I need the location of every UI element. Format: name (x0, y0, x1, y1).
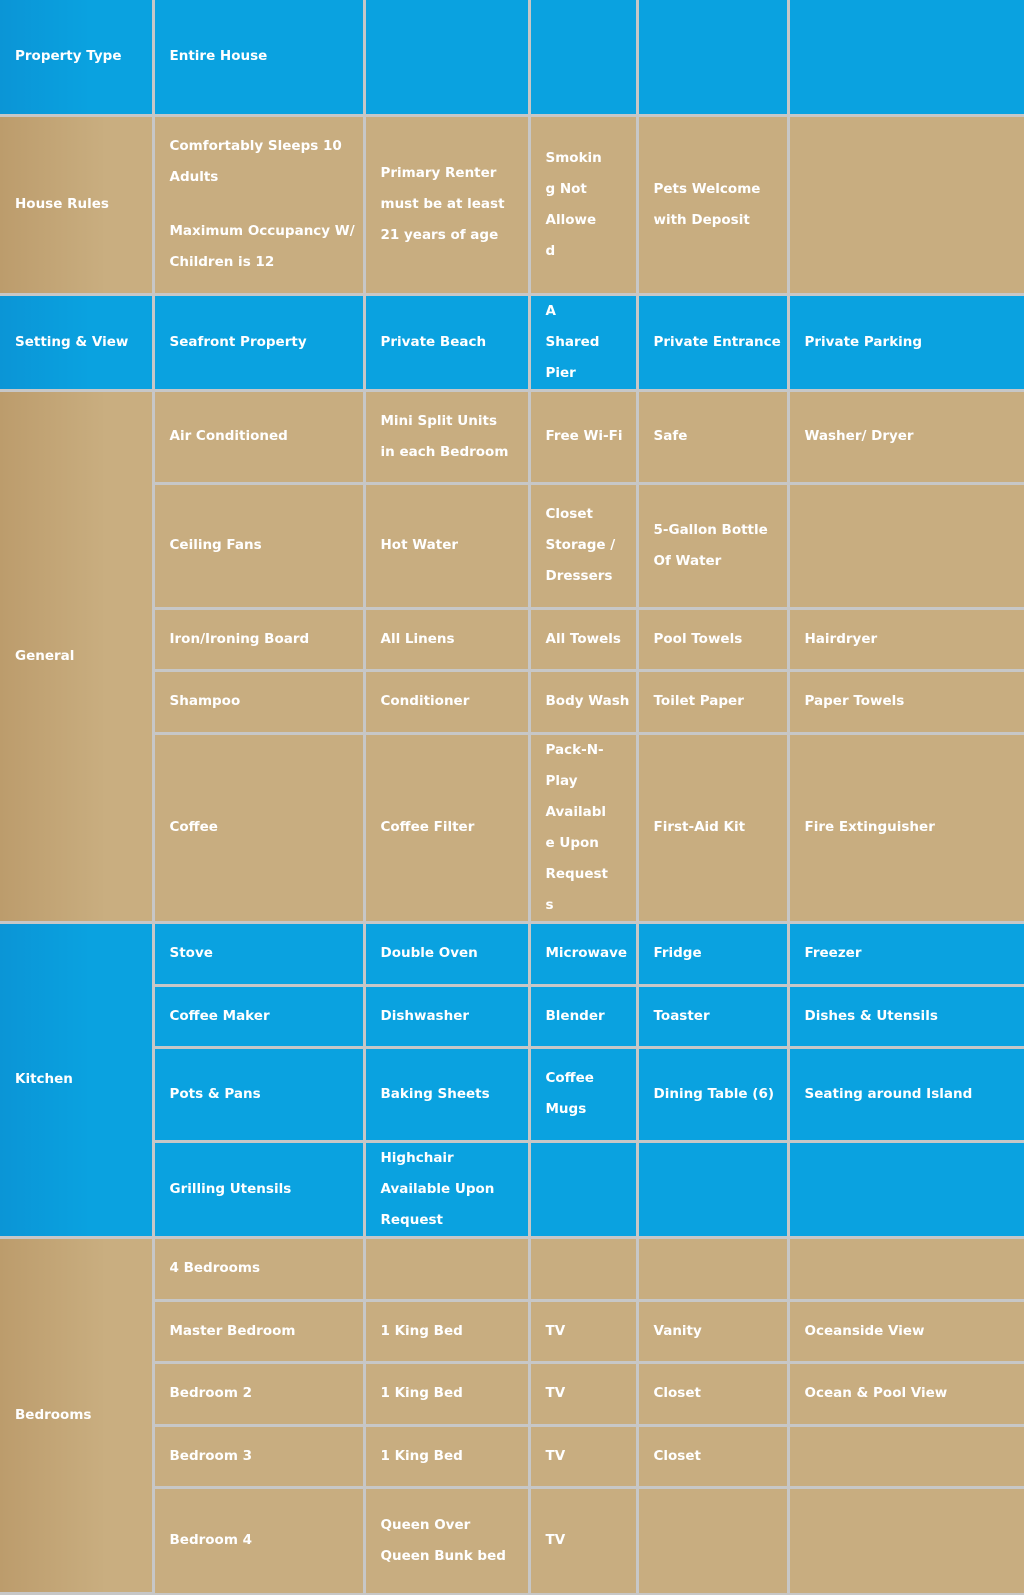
table-cell: Master Bedroom (153, 1300, 364, 1362)
table-cell: Private Entrance (637, 294, 788, 390)
table-cell: Oceanside View (788, 1300, 1024, 1362)
category-label: Setting & View (0, 294, 153, 390)
table-cell: Entire House (153, 0, 364, 115)
table-cell: Dishwasher (364, 985, 529, 1047)
table-cell: First-Aid Kit (637, 733, 788, 922)
table-cell (364, 1237, 529, 1300)
kitchen-row (0, 1047, 1024, 1141)
setting-view-row (0, 294, 1024, 390)
table-cell: All Linens (364, 608, 529, 670)
table-cell: 5-Gallon Bottle Of Water (637, 483, 788, 608)
category-label: Property Type (0, 0, 153, 115)
table-cell: Stove (153, 922, 364, 985)
table-cell (529, 0, 637, 115)
table-cell: TV (529, 1362, 637, 1425)
table-cell: Queen Over Queen Bunk bed (364, 1487, 529, 1593)
table-cell: Coffee Mugs (529, 1047, 637, 1141)
kitchen-row (0, 922, 1024, 985)
table-cell: TV (529, 1487, 637, 1593)
table-cell: Shampoo (153, 670, 364, 733)
general-row (0, 483, 1024, 608)
table-cell (529, 1237, 637, 1300)
bedrooms-row (0, 1362, 1024, 1425)
table-cell: 1 King Bed (364, 1300, 529, 1362)
table-cell: Conditioner (364, 670, 529, 733)
table-cell (788, 1237, 1024, 1300)
table-cell: Closet (637, 1425, 788, 1487)
occupancy-text: Children is 12 (169, 254, 275, 270)
table-cell: A Shared Pier (529, 294, 637, 390)
table-cell: Primary Renter must be at least 21 years of age (364, 115, 529, 294)
table-cell (788, 1141, 1024, 1237)
table-cell: Blender (529, 985, 637, 1047)
table-cell: Toaster (637, 985, 788, 1047)
sleeps-text: Comfortably Sleeps 10 (169, 138, 342, 154)
table-cell: Pots & Pans (153, 1047, 364, 1141)
general-row (0, 733, 1024, 922)
table-cell: 1 King Bed (364, 1425, 529, 1487)
table-cell: Microwave (529, 922, 637, 985)
table-cell (788, 1487, 1024, 1593)
table-cell: Body Wash (529, 670, 637, 733)
table-cell: Coffee Maker (153, 985, 364, 1047)
category-label: Bedrooms (0, 1237, 153, 1593)
table-cell: Dishes & Utensils (788, 985, 1024, 1047)
bedrooms-row (0, 1425, 1024, 1487)
table-cell: Ceiling Fans (153, 483, 364, 608)
table-cell (788, 483, 1024, 608)
table-cell: Smoking Not Allowed (529, 115, 637, 294)
table-cell: Bedroom 3 (153, 1425, 364, 1487)
table-cell: Safe (637, 390, 788, 483)
table-cell (637, 0, 788, 115)
table-cell (529, 1141, 637, 1237)
table-cell: Washer/ Dryer (788, 390, 1024, 483)
table-cell: Fire Extinguisher (788, 733, 1024, 922)
table-cell: Coffee (153, 733, 364, 922)
property-type-row (0, 0, 1024, 115)
table-cell: Seating around Island (788, 1047, 1024, 1141)
table-cell: Coffee Filter (364, 733, 529, 922)
table-cell: Bedroom 4 (153, 1487, 364, 1593)
table-cell: Pack-N-Play Available Upon Requests (529, 733, 637, 922)
table-cell: TV (529, 1425, 637, 1487)
table-cell: Toilet Paper (637, 670, 788, 733)
table-cell: Highchair Available Upon Request (364, 1141, 529, 1237)
table-cell: Seafront Property (153, 294, 364, 390)
general-row (0, 608, 1024, 670)
table-cell: Paper Towels (788, 670, 1024, 733)
category-label: Kitchen (0, 922, 153, 1237)
house-rules-row (0, 115, 1024, 294)
table-cell: Dining Table (6) (637, 1047, 788, 1141)
sleeps-text: Adults (169, 169, 219, 185)
table-cell: Bedroom 2 (153, 1362, 364, 1425)
table-cell: TV (529, 1300, 637, 1362)
table-cell (637, 1141, 788, 1237)
table-cell: Hairdryer (788, 608, 1024, 670)
table-cell: Private Parking (788, 294, 1024, 390)
table-cell: Private Beach (364, 294, 529, 390)
table-cell: Ocean & Pool View (788, 1362, 1024, 1425)
table-cell (788, 1425, 1024, 1487)
bedrooms-row (0, 1237, 1024, 1300)
table-cell: Fridge (637, 922, 788, 985)
table-cell: Hot Water (364, 483, 529, 608)
general-row (0, 670, 1024, 733)
table-cell (788, 0, 1024, 115)
table-cell: Freezer (788, 922, 1024, 985)
table-cell (364, 0, 529, 115)
table-cell (788, 115, 1024, 294)
table-cell: Double Oven (364, 922, 529, 985)
occupancy-text: Maximum Occupancy W/ (169, 223, 355, 239)
table-cell: All Towels (529, 608, 637, 670)
table-cell: Vanity (637, 1300, 788, 1362)
category-label: House Rules (0, 115, 153, 294)
table-cell (637, 1237, 788, 1300)
bedrooms-row (0, 1300, 1024, 1362)
category-label: General (0, 390, 153, 922)
table-cell: 1 King Bed (364, 1362, 529, 1425)
table-cell: Iron/Ironing Board (153, 608, 364, 670)
table-cell (637, 1487, 788, 1593)
table-cell: Pets Welcome with Deposit (637, 115, 788, 294)
kitchen-row (0, 985, 1024, 1047)
table-cell: Closet Storage / Dressers (529, 483, 637, 608)
table-cell (153, 115, 364, 294)
bedrooms-row (0, 1487, 1024, 1593)
table-cell: Free Wi-Fi (529, 390, 637, 483)
table-cell: 4 Bedrooms (153, 1237, 364, 1300)
general-row (0, 390, 1024, 483)
table-cell: Grilling Utensils (153, 1141, 364, 1237)
table-cell: Mini Split Units in each Bedroom (364, 390, 529, 483)
table-cell: Pool Towels (637, 608, 788, 670)
table-cell: Baking Sheets (364, 1047, 529, 1141)
kitchen-row (0, 1141, 1024, 1237)
table-cell: Air Conditioned (153, 390, 364, 483)
table-cell: Closet (637, 1362, 788, 1425)
